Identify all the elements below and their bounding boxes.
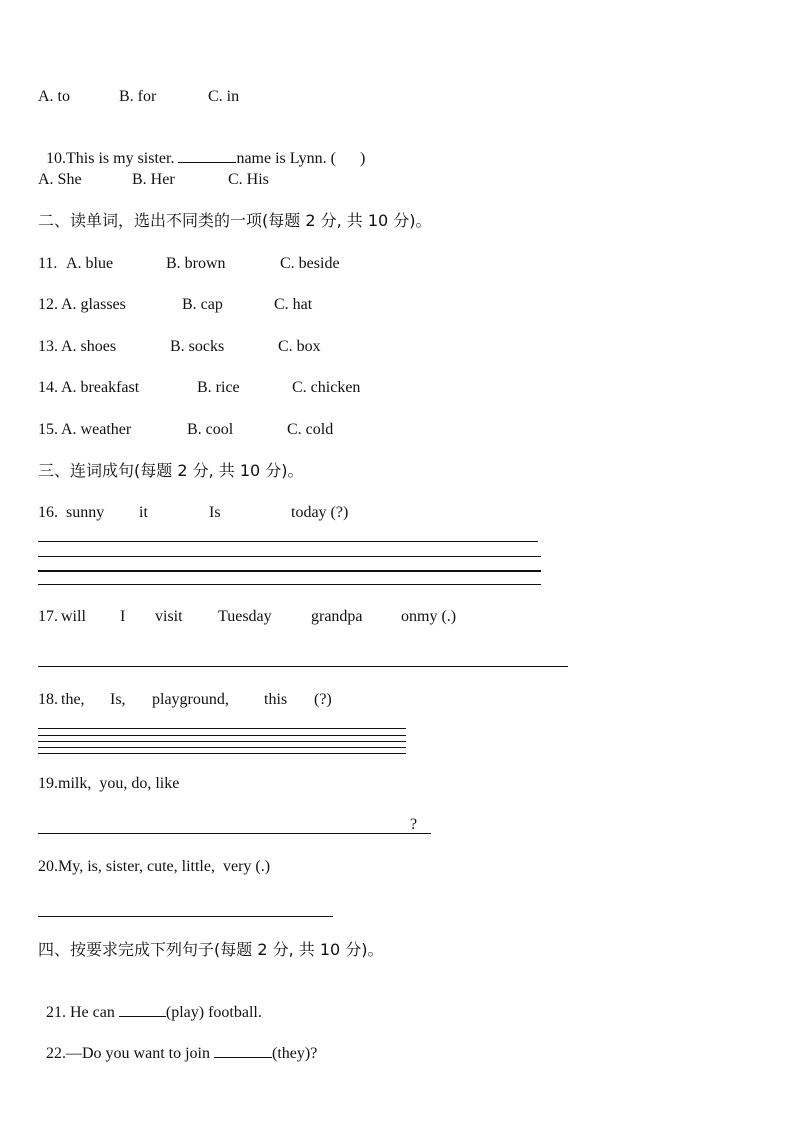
q17-word-5: grandpa <box>311 608 363 625</box>
q17-word-1: will <box>61 608 86 625</box>
q11-row <box>38 254 340 274</box>
q17-prompt <box>38 607 457 627</box>
q11-number: 11. <box>38 255 62 272</box>
q9-option-c: C. in <box>208 88 240 105</box>
q13-row <box>38 337 321 357</box>
q11-option-b: B. brown <box>166 255 226 272</box>
q21-blank[interactable] <box>119 1016 166 1017</box>
q18-answer-line-1[interactable] <box>38 728 406 729</box>
q18-answer-line-2[interactable] <box>38 735 406 736</box>
q16-word-1: sunny <box>66 504 105 521</box>
q17-word-6: onmy (.) <box>401 608 457 625</box>
q22-text-before: 22.—Do you want to join <box>46 1045 214 1062</box>
q18-word-3: playground, <box>152 691 229 708</box>
q14-row <box>38 378 361 398</box>
q10-text-before: 10.This is my sister. <box>46 150 179 167</box>
q20-prompt: 20.My, is, sister, cute, little, very (.) <box>38 858 271 875</box>
q16-word-4: today (?) <box>291 504 349 521</box>
q13-option-b: B. socks <box>170 338 225 355</box>
q11-option-c: C. beside <box>280 255 340 272</box>
q18-word-4: this <box>264 691 288 708</box>
q14-number: 14. <box>38 379 58 396</box>
q22-blank[interactable] <box>214 1057 272 1058</box>
q12-option-b: B. cap <box>182 296 223 313</box>
q17-word-3: visit <box>155 608 183 625</box>
q18-answer-line-3[interactable] <box>38 741 406 742</box>
q10-option-a: A. She <box>38 171 82 188</box>
section-4-heading: 四、按要求完成下列句子(每题 2 分, 共 10 分)。 <box>38 940 384 959</box>
q15-number: 15. <box>38 421 58 438</box>
q19-prompt: 19.milk, you, do, like <box>38 775 180 792</box>
q10-options <box>38 170 269 190</box>
section-3-heading: 三、连词成句(每题 2 分, 共 10 分)。 <box>38 461 304 480</box>
section-2-heading: 二、读单词，选出不同类的一项(每题 2 分, 共 10 分)。 <box>38 211 432 230</box>
q20-answer-line[interactable] <box>38 916 333 917</box>
q21-question <box>38 983 262 1021</box>
q16-answer-line-4[interactable] <box>38 584 541 585</box>
q13-option-a: A. shoes <box>61 338 117 355</box>
q15-option-a: A. weather <box>61 421 132 438</box>
q18-prompt <box>38 690 332 710</box>
q14-option-b: B. rice <box>197 379 240 396</box>
q10-option-c: C. His <box>228 171 269 188</box>
q17-answer-line[interactable] <box>38 666 568 667</box>
q21-text-after: (play) football. <box>165 1004 262 1021</box>
q14-option-a: A. breakfast <box>61 379 140 396</box>
q21-text-before: 21. He can <box>46 1004 119 1021</box>
q16-prompt <box>38 503 349 523</box>
q11-option-a: A. blue <box>66 255 114 272</box>
q14-option-c: C. chicken <box>292 379 361 396</box>
q13-number: 13. <box>38 338 58 355</box>
q16-answer-line-3[interactable] <box>38 570 541 572</box>
q17-word-4: Tuesday <box>218 608 272 625</box>
q22-question <box>38 1024 318 1062</box>
q18-answer-line-5[interactable] <box>38 753 406 754</box>
q17-word-2: I <box>120 608 126 625</box>
q9-option-a: A. to <box>38 88 70 105</box>
q12-number: 12. <box>38 296 58 313</box>
q15-option-b: B. cool <box>187 421 234 438</box>
q13-option-c: C. box <box>278 338 321 355</box>
q15-option-c: C. cold <box>287 421 334 438</box>
q9-options <box>38 87 240 107</box>
q15-row <box>38 420 334 440</box>
q18-answer-line-4[interactable] <box>38 747 406 748</box>
q10-blank[interactable] <box>178 162 236 163</box>
q10-text-after: name is Lynn. ( ) <box>236 150 366 167</box>
q16-number: 16. <box>38 504 62 521</box>
q18-word-1: the, <box>61 691 85 708</box>
q19-question-mark: ? <box>410 816 418 833</box>
q16-word-3: Is <box>209 504 221 521</box>
q19-answer-line[interactable] <box>38 833 431 834</box>
q18-word-5: (?) <box>314 691 332 708</box>
q12-option-c: C. hat <box>274 296 313 313</box>
q18-word-2: Is, <box>110 691 126 708</box>
q16-word-2: it <box>139 504 148 521</box>
q9-option-b: B. for <box>119 88 157 105</box>
q17-number: 17. <box>38 608 58 625</box>
q10-question <box>38 129 366 167</box>
q18-number: 18. <box>38 691 58 708</box>
q10-option-b: B. Her <box>132 171 175 188</box>
q16-answer-line-1[interactable] <box>38 541 538 542</box>
q12-option-a: A. glasses <box>61 296 126 313</box>
q22-text-after: (they)? <box>272 1045 318 1062</box>
q16-answer-line-2[interactable] <box>38 556 541 557</box>
q12-row <box>38 295 313 315</box>
